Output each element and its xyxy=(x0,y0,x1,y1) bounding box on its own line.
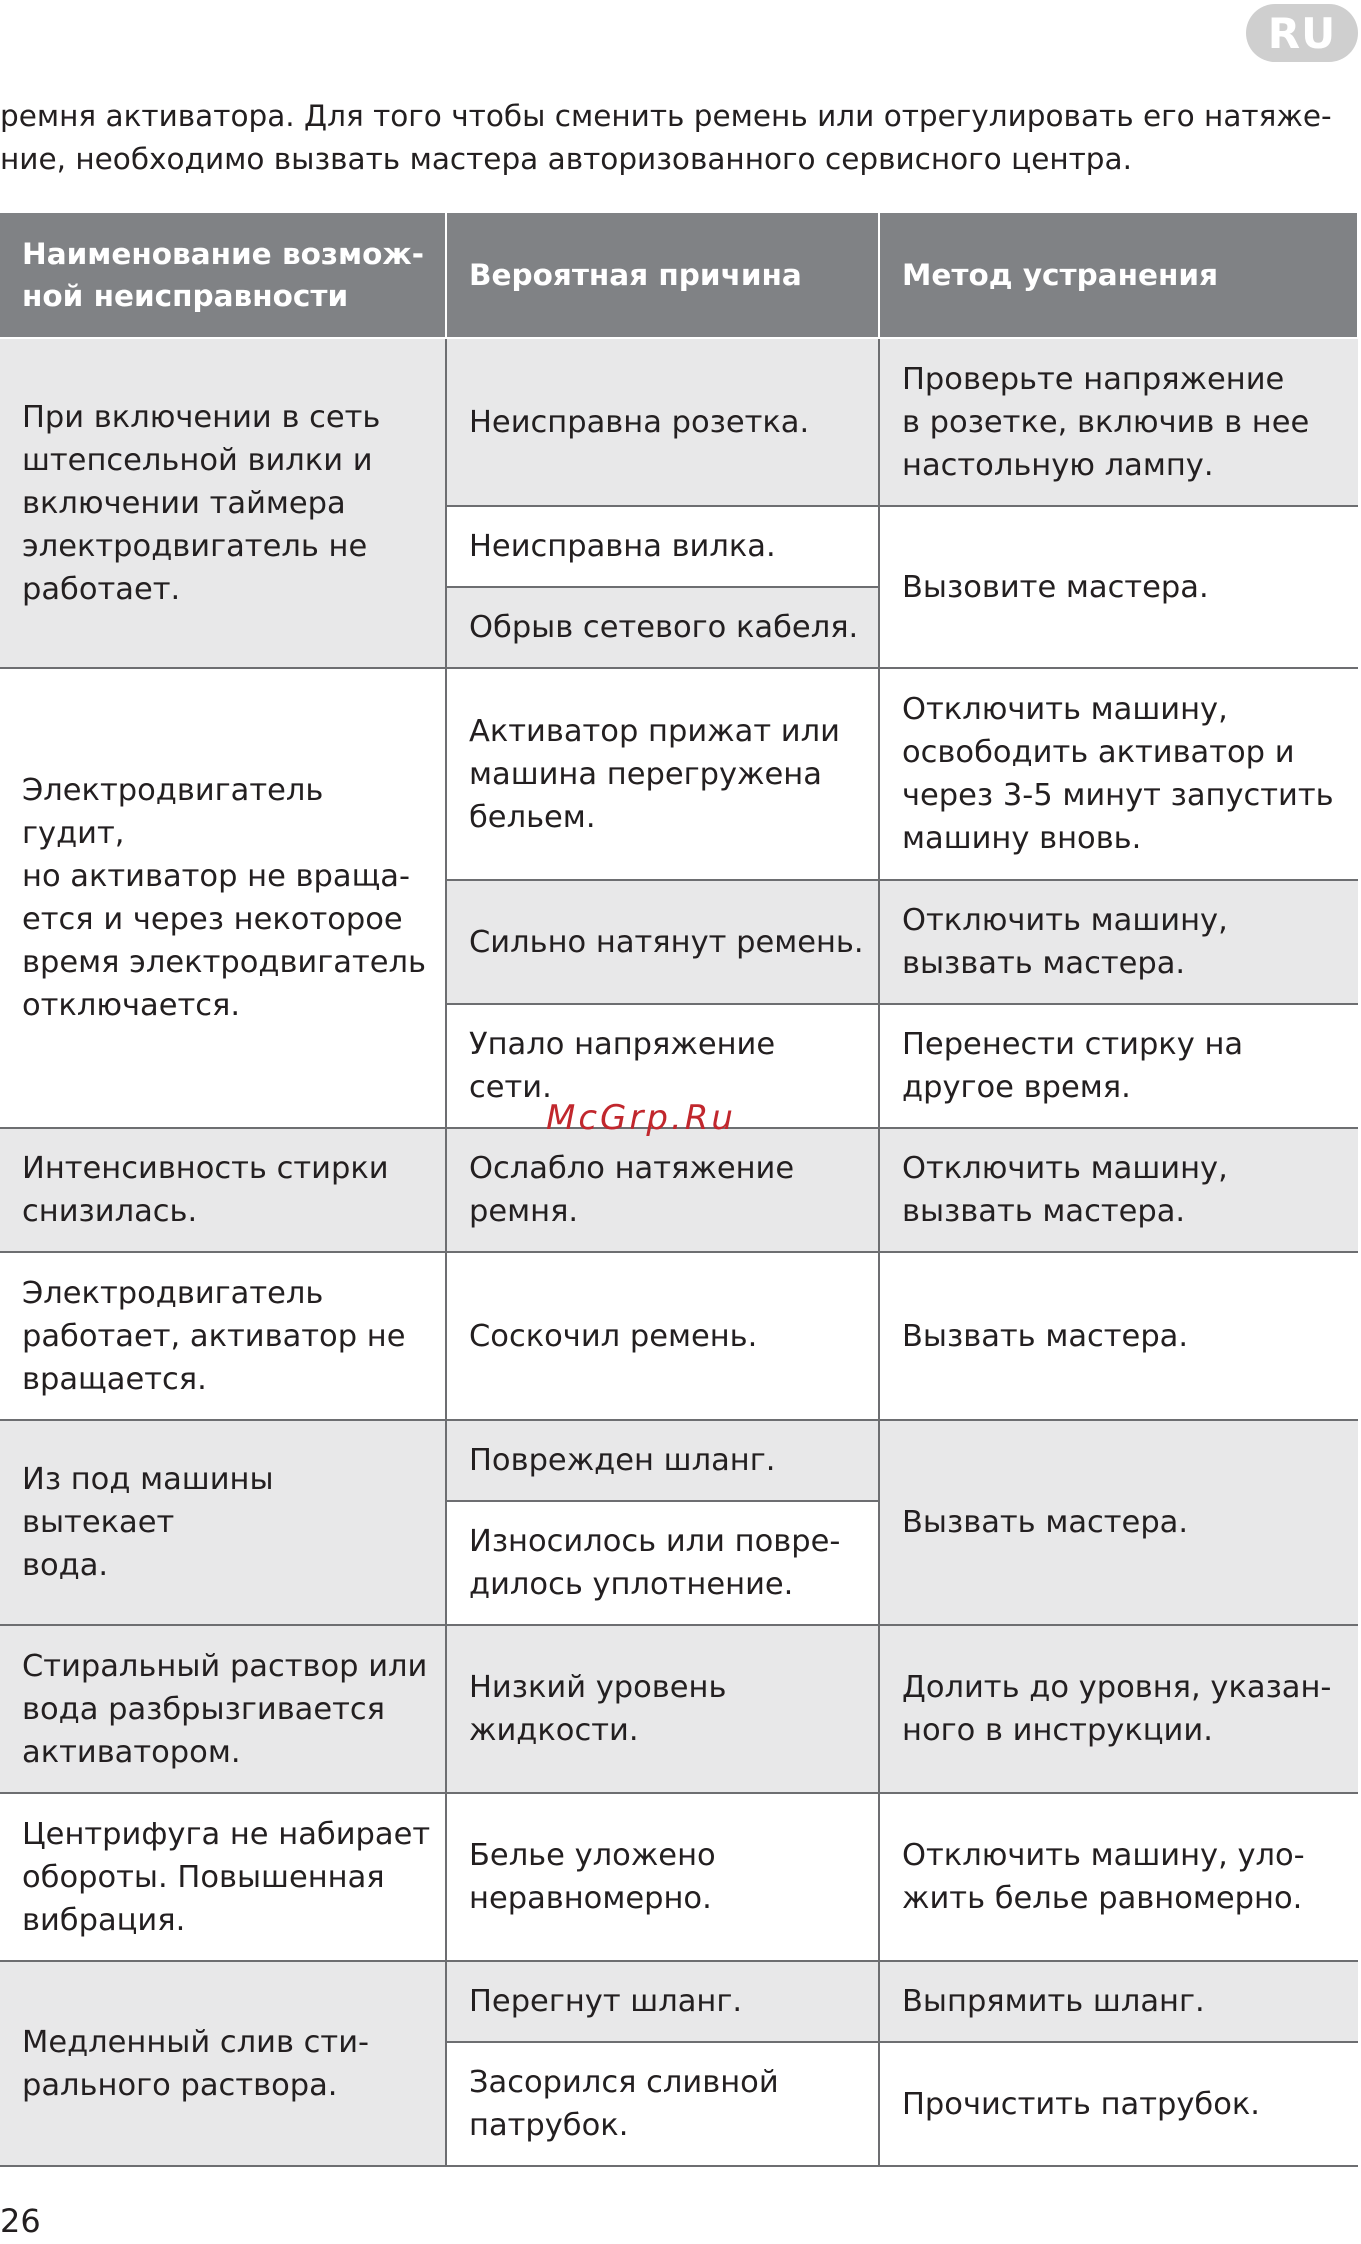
fault-cell xyxy=(0,668,446,1128)
cell-line: дилось уплотнение. xyxy=(469,1567,794,1602)
cell-line: Активатор прижат или xyxy=(469,713,840,749)
cell-line: включении таймера xyxy=(22,485,346,521)
cell-line: Засорился сливной xyxy=(469,2065,779,2100)
cell-line: жить белье равномерно. xyxy=(902,1881,1303,1916)
cell-line: Неисправна розетка. xyxy=(469,404,810,440)
cell-line: Центрифуга не набирает xyxy=(22,1816,431,1852)
cell-line: патрубок. xyxy=(469,2108,629,2143)
cell-line: Прочистить патрубок. xyxy=(902,2086,1260,2122)
remedy-cell xyxy=(879,1004,1358,1128)
remedy-cell xyxy=(879,1128,1358,1252)
cell-line: Износилось или повре- xyxy=(469,1524,841,1559)
fault-cell xyxy=(0,1420,446,1625)
table-row xyxy=(0,1793,1358,1961)
fault-cell xyxy=(0,1961,446,2166)
cell-line: Проверьте напряжение xyxy=(902,361,1285,397)
table-row xyxy=(0,338,1358,506)
cause-cell xyxy=(446,1128,879,1252)
cell-line: машину вновь. xyxy=(902,821,1142,856)
cell-line: Сильно натянут ремень. xyxy=(469,924,864,960)
remedy-cell xyxy=(879,506,1358,668)
cell-line: вибрация. xyxy=(22,1902,186,1938)
cell-line: Выпрямить шланг. xyxy=(902,1984,1205,2019)
header-line: ной неисправности xyxy=(22,279,349,313)
cell-line: Отключить машину, xyxy=(902,1151,1228,1186)
table-row xyxy=(0,1961,1358,2042)
cause-cell xyxy=(446,587,879,668)
cell-line: электродвигатель не xyxy=(22,528,368,564)
cell-line: ется и через некоторое xyxy=(22,902,403,937)
cell-line: вода. xyxy=(22,1548,109,1583)
cell-line: Перенести стирку на xyxy=(902,1027,1244,1062)
cell-line: ного в инструкции. xyxy=(902,1713,1213,1748)
cause-cell xyxy=(446,1252,879,1420)
table-row xyxy=(0,668,1358,880)
cell-line: Обрыв сетевого кабеля. xyxy=(469,610,859,645)
fault-cell xyxy=(0,338,446,668)
cell-line: Вызовите мастера. xyxy=(902,569,1209,605)
cell-line: время электродвигатель xyxy=(22,945,426,980)
cell-line: Перегнут шланг. xyxy=(469,1984,743,2019)
cell-line: Вызвать мастера. xyxy=(902,1505,1189,1540)
cell-line: вращается. xyxy=(22,1361,207,1397)
cause-cell xyxy=(446,338,879,506)
cell-line: другое время. xyxy=(902,1070,1131,1105)
cell-line: Белье уложено xyxy=(469,1838,716,1873)
cell-line: При включении в сеть xyxy=(22,399,381,435)
watermark-text: McGrp.Ru xyxy=(546,1098,736,1138)
cell-line: Отключить машину, xyxy=(902,692,1228,727)
cause-cell xyxy=(446,1961,879,2042)
cell-line: но активатор не враща- xyxy=(22,859,410,894)
cell-line: Отключить машину, уло- xyxy=(902,1838,1305,1873)
remedy-cell xyxy=(879,338,1358,506)
table-row xyxy=(0,1625,1358,1793)
cell-line: Соскочил ремень. xyxy=(469,1318,758,1354)
cell-line: Электродвигатель xyxy=(22,1275,324,1311)
cell-line: обороты. Повышенная xyxy=(22,1859,385,1895)
cell-line: вызвать мастера. xyxy=(902,946,1186,981)
cause-cell xyxy=(446,2042,879,2166)
cell-line: активатором. xyxy=(22,1734,241,1770)
cause-cell xyxy=(446,1501,879,1625)
cell-line: снизилась. xyxy=(22,1194,198,1229)
remedy-cell xyxy=(879,2042,1358,2166)
table-row xyxy=(0,1128,1358,1252)
cell-line: штепсельной вилки и xyxy=(22,442,373,478)
remedy-cell xyxy=(879,1625,1358,1793)
cell-line: Поврежден шланг. xyxy=(469,1443,776,1478)
cell-line: Вызвать мастера. xyxy=(902,1318,1189,1354)
cell-line: вода разбрызгивается xyxy=(22,1691,386,1727)
header-remedy: Метод устранения xyxy=(879,212,1358,338)
cell-line: Из под машины вытекает xyxy=(22,1462,274,1540)
cell-line: жидкости. xyxy=(469,1713,639,1748)
page-number: 26 xyxy=(0,2202,41,2240)
cell-line: неравномерно. xyxy=(469,1881,712,1916)
header-line: Наименование возмож- xyxy=(22,237,424,271)
fault-cell xyxy=(0,1128,446,1252)
remedy-cell xyxy=(879,1252,1358,1420)
cell-line: Медленный слив сти- xyxy=(22,2024,370,2060)
cause-cell xyxy=(446,506,879,587)
cell-line: бельем. xyxy=(469,799,596,835)
remedy-cell xyxy=(879,668,1358,880)
cell-line: через 3-5 минут запустить xyxy=(902,778,1334,813)
cell-line: Упало напряжение сети. xyxy=(469,1027,776,1105)
header-cause: Вероятная причина xyxy=(446,212,879,338)
cell-line: отключается. xyxy=(22,988,241,1023)
intro-line: ние, необходимо вызвать мастера авторизованного сервисного центра. xyxy=(0,142,1132,176)
intro-line: ремня активатора. Для того чтобы сменить ремень или отрегулировать его натяже- xyxy=(0,99,1332,133)
remedy-cell xyxy=(879,1961,1358,2042)
cause-cell xyxy=(446,1793,879,1961)
remedy-cell xyxy=(879,880,1358,1004)
cell-line: освободить активатор и xyxy=(902,735,1295,770)
cause-cell xyxy=(446,1625,879,1793)
cell-line: Интенсивность стирки xyxy=(22,1151,389,1186)
cell-line: рального раствора. xyxy=(22,2067,338,2103)
header-fault xyxy=(0,212,446,338)
cell-line: Низкий уровень xyxy=(469,1670,727,1705)
cause-cell xyxy=(446,668,879,880)
cell-line: работает. xyxy=(22,571,181,607)
table-row xyxy=(0,1420,1358,1501)
cause-cell xyxy=(446,1420,879,1501)
cell-line: в розетке, включив в нее xyxy=(902,404,1310,440)
table-row xyxy=(0,1252,1358,1420)
intro-paragraph xyxy=(0,95,1330,181)
fault-cell xyxy=(0,1252,446,1420)
cell-line: Стиральный раствор или xyxy=(22,1648,428,1684)
cell-line: Долить до уровня, указан- xyxy=(902,1670,1332,1705)
cell-line: настольную лампу. xyxy=(902,447,1214,483)
cell-line: работает, активатор не xyxy=(22,1318,406,1354)
cause-cell xyxy=(446,880,879,1004)
cell-line: Отключить машину, xyxy=(902,903,1228,938)
cell-line: ремня. xyxy=(469,1194,579,1229)
cell-line: вызвать мастера. xyxy=(902,1194,1186,1229)
cell-line: машина перегружена xyxy=(469,756,822,792)
cell-line: Электродвигатель гудит, xyxy=(22,773,324,851)
language-badge: RU xyxy=(1246,4,1358,62)
cell-line: Неисправна вилка. xyxy=(469,529,776,564)
fault-cell xyxy=(0,1793,446,1961)
troubleshooting-table xyxy=(0,211,1359,2167)
table-header-row xyxy=(0,212,1358,338)
fault-cell xyxy=(0,1625,446,1793)
remedy-cell xyxy=(879,1420,1358,1625)
cell-line: Ослабло натяжение xyxy=(469,1151,795,1186)
remedy-cell xyxy=(879,1793,1358,1961)
